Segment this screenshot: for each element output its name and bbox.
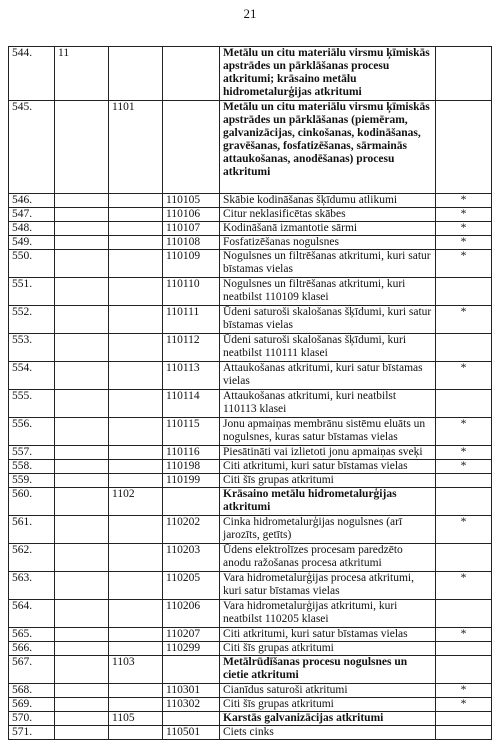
table-row xyxy=(9,628,492,642)
code-level2-cell xyxy=(109,516,163,544)
row-number-cell: 553. xyxy=(9,334,55,362)
hazardous-mark-cell: * xyxy=(436,446,492,460)
hazardous-mark-cell: * xyxy=(436,250,492,278)
code-level1-cell xyxy=(55,236,109,250)
code-level1-cell xyxy=(55,474,109,488)
code-level3-cell: 110108 xyxy=(163,236,220,250)
hazardous-mark-cell: * xyxy=(436,572,492,600)
code-level1-cell xyxy=(55,516,109,544)
code-level3-cell: 110205 xyxy=(163,572,220,600)
table-row xyxy=(9,101,492,194)
code-level3-cell: 110111 xyxy=(163,306,220,334)
hazardous-mark-cell: * xyxy=(436,306,492,334)
description-cell: Citi atkritumi, kuri satur bīstamas vielas xyxy=(220,628,436,642)
code-level1-cell xyxy=(55,698,109,712)
row-number-cell: 546. xyxy=(9,194,55,208)
table-row xyxy=(9,460,492,474)
hazardous-mark-cell xyxy=(436,334,492,362)
description-cell: Karstās galvanizācijas atkritumi xyxy=(220,712,436,726)
code-level2-cell xyxy=(109,684,163,698)
table-row xyxy=(9,236,492,250)
description-cell: Vara hidrometalurģijas atkritumi, kuri neatbilst 110205 klasei xyxy=(220,600,436,628)
description-cell: Jonu apmaiņas membrānu sistēmu eluāts un nogulsnes, kuras satur bīstamas vielas xyxy=(220,418,436,446)
code-level2-cell xyxy=(109,222,163,236)
description-cell: Skābie kodināšanas šķīdumu atlikumi xyxy=(220,194,436,208)
table-row xyxy=(9,446,492,460)
description-cell: Metālu un citu materiālu virsmu ķīmiskās apstrādes un pārklāšanas (piemēram, galvanizācijas, cinkošanas, kodināšanas, gravēšanas, fosfatizēšanas, sārmainās attaukošanas, anodēšanas) procesu atkritumi xyxy=(220,101,436,194)
hazardous-mark-cell xyxy=(436,600,492,628)
description-cell: Cianīdus saturoši atkritumi xyxy=(220,684,436,698)
code-level2-cell: 1102 xyxy=(109,488,163,516)
code-level3-cell: 110501 xyxy=(163,726,220,740)
code-level3-cell: 110114 xyxy=(163,390,220,418)
row-number-cell: 552. xyxy=(9,306,55,334)
code-level1-cell xyxy=(55,250,109,278)
description-cell: Attaukošanas atkritumi, kuri neatbilst 110113 klasei xyxy=(220,390,436,418)
description-cell: Citi šīs grupas atkritumi xyxy=(220,642,436,656)
code-level3-cell: 110115 xyxy=(163,418,220,446)
code-level1-cell xyxy=(55,460,109,474)
row-number-cell: 563. xyxy=(9,572,55,600)
description-cell: Kodināšanā izmantotie sārmi xyxy=(220,222,436,236)
code-level1-cell xyxy=(55,642,109,656)
description-cell: Citur neklasificētas skābes xyxy=(220,208,436,222)
table-row xyxy=(9,726,492,740)
row-number-cell: 567. xyxy=(9,656,55,684)
code-level3-cell: 110199 xyxy=(163,474,220,488)
table-row xyxy=(9,642,492,656)
description-cell: Ciets cinks xyxy=(220,726,436,740)
description-cell: Cinka hidrometalurģijas nogulsnes (arī jarozīts, getīts) xyxy=(220,516,436,544)
code-level1-cell xyxy=(55,628,109,642)
row-number-cell: 551. xyxy=(9,278,55,306)
code-level3-cell: 110116 xyxy=(163,446,220,460)
code-level2-cell xyxy=(109,208,163,222)
table-row xyxy=(9,474,492,488)
description-cell: Ūdeni saturoši skalošanas šķīdumi, kuri satur bīstamas vielas xyxy=(220,306,436,334)
hazardous-mark-cell xyxy=(436,656,492,684)
table-row xyxy=(9,418,492,446)
code-level3-cell: 110301 xyxy=(163,684,220,698)
description-cell: Citi šīs grupas atkritumi xyxy=(220,474,436,488)
code-level3-cell: 110113 xyxy=(163,362,220,390)
table-row xyxy=(9,544,492,572)
code-level3-cell: 110203 xyxy=(163,544,220,572)
code-level2-cell xyxy=(109,628,163,642)
description-cell: Metālu un citu materiālu virsmu ķīmiskās apstrādes un pārklāšanas procesu atkritumi; krāsaino metālu hidrometalurģijas atkritumi xyxy=(220,47,436,101)
description-cell: Nogulsnes un filtrēšanas atkritumi, kuri satur bīstamas vielas xyxy=(220,250,436,278)
code-level1-cell xyxy=(55,488,109,516)
code-level3-cell: 110206 xyxy=(163,600,220,628)
table-row xyxy=(9,222,492,236)
code-level1-cell xyxy=(55,208,109,222)
code-level1-cell xyxy=(55,390,109,418)
table-row xyxy=(9,712,492,726)
description-cell: Metālrūdīšanas procesu nogulsnes un cietie atkritumi xyxy=(220,656,436,684)
code-level2-cell xyxy=(109,306,163,334)
code-level2-cell xyxy=(109,642,163,656)
hazardous-mark-cell xyxy=(436,642,492,656)
code-level3-cell: 110198 xyxy=(163,460,220,474)
row-number-cell: 565. xyxy=(9,628,55,642)
code-level2-cell xyxy=(109,334,163,362)
table-row xyxy=(9,362,492,390)
code-level1-cell xyxy=(55,572,109,600)
code-level2-cell xyxy=(109,698,163,712)
code-level3-cell xyxy=(163,488,220,516)
code-level2-cell xyxy=(109,460,163,474)
description-cell: Citi šīs grupas atkritumi xyxy=(220,698,436,712)
hazardous-mark-cell xyxy=(436,101,492,194)
code-level2-cell xyxy=(109,446,163,460)
table-row xyxy=(9,698,492,712)
code-level1-cell xyxy=(55,712,109,726)
table-row xyxy=(9,47,492,101)
table-row xyxy=(9,278,492,306)
code-level2-cell xyxy=(109,362,163,390)
hazardous-mark-cell: * xyxy=(436,208,492,222)
table-row xyxy=(9,390,492,418)
code-level2-cell: 1101 xyxy=(109,101,163,194)
code-level1-cell xyxy=(55,101,109,194)
hazardous-mark-cell xyxy=(436,726,492,740)
row-number-cell: 544. xyxy=(9,47,55,101)
code-level3-cell: 110207 xyxy=(163,628,220,642)
code-level1-cell xyxy=(55,418,109,446)
code-level1-cell xyxy=(55,306,109,334)
row-number-cell: 545. xyxy=(9,101,55,194)
description-cell: Citi atkritumi, kuri satur bīstamas vielas xyxy=(220,460,436,474)
row-number-cell: 568. xyxy=(9,684,55,698)
code-level2-cell xyxy=(109,600,163,628)
table-body xyxy=(9,47,492,740)
page-number: 21 xyxy=(243,6,257,21)
code-level1-cell xyxy=(55,726,109,740)
code-level1-cell xyxy=(55,194,109,208)
code-level1-cell xyxy=(55,544,109,572)
table-row xyxy=(9,600,492,628)
description-cell: Ūdens elektrolīzes procesam paredzēto anodu ražošanas procesa atkritumi xyxy=(220,544,436,572)
hazardous-mark-cell xyxy=(436,474,492,488)
table-row xyxy=(9,488,492,516)
code-level1-cell xyxy=(55,334,109,362)
hazardous-mark-cell xyxy=(436,488,492,516)
hazardous-mark-cell: * xyxy=(436,516,492,544)
code-level3-cell xyxy=(163,656,220,684)
code-level3-cell xyxy=(163,47,220,101)
hazardous-mark-cell: * xyxy=(436,222,492,236)
row-number-cell: 564. xyxy=(9,600,55,628)
hazardous-mark-cell: * xyxy=(436,194,492,208)
waste-classification-table xyxy=(8,46,492,740)
code-level3-cell: 110110 xyxy=(163,278,220,306)
hazardous-mark-cell xyxy=(436,47,492,101)
code-level2-cell xyxy=(109,390,163,418)
code-level2-cell xyxy=(109,572,163,600)
code-level3-cell: 110202 xyxy=(163,516,220,544)
row-number-cell: 554. xyxy=(9,362,55,390)
code-level1-cell: 11 xyxy=(55,47,109,101)
description-cell: Fosfatizēšanas nogulsnes xyxy=(220,236,436,250)
code-level3-cell: 110105 xyxy=(163,194,220,208)
hazardous-mark-cell: * xyxy=(436,460,492,474)
code-level2-cell: 1105 xyxy=(109,712,163,726)
code-level3-cell: 110299 xyxy=(163,642,220,656)
description-cell: Krāsaino metālu hidrometalurģijas atkritumi xyxy=(220,488,436,516)
description-cell: Nogulsnes un filtrēšanas atkritumi, kuri neatbilst 110109 klasei xyxy=(220,278,436,306)
code-level2-cell xyxy=(109,278,163,306)
table-row xyxy=(9,334,492,362)
table-row xyxy=(9,516,492,544)
hazardous-mark-cell xyxy=(436,278,492,306)
hazardous-mark-cell xyxy=(436,712,492,726)
code-level2-cell xyxy=(109,194,163,208)
code-level3-cell xyxy=(163,101,220,194)
table-row xyxy=(9,208,492,222)
code-level2-cell xyxy=(109,418,163,446)
table-row xyxy=(9,306,492,334)
row-number-cell: 570. xyxy=(9,712,55,726)
code-level2-cell xyxy=(109,474,163,488)
code-level1-cell xyxy=(55,222,109,236)
row-number-cell: 557. xyxy=(9,446,55,460)
hazardous-mark-cell: * xyxy=(436,236,492,250)
table-row xyxy=(9,572,492,600)
hazardous-mark-cell: * xyxy=(436,362,492,390)
table-row xyxy=(9,684,492,698)
hazardous-mark-cell: * xyxy=(436,418,492,446)
description-cell: Vara hidrometalurģijas procesa atkritumi, kuri satur bīstamas vielas xyxy=(220,572,436,600)
code-level2-cell xyxy=(109,236,163,250)
row-number-cell: 571. xyxy=(9,726,55,740)
code-level1-cell xyxy=(55,656,109,684)
code-level1-cell xyxy=(55,446,109,460)
code-level2-cell xyxy=(109,544,163,572)
hazardous-mark-cell xyxy=(436,390,492,418)
code-level1-cell xyxy=(55,600,109,628)
code-level3-cell xyxy=(163,712,220,726)
row-number-cell: 555. xyxy=(9,390,55,418)
code-level1-cell xyxy=(55,362,109,390)
row-number-cell: 549. xyxy=(9,236,55,250)
row-number-cell: 566. xyxy=(9,642,55,656)
description-cell: Ūdeni saturoši skalošanas šķīdumi, kuri neatbilst 110111 klasei xyxy=(220,334,436,362)
row-number-cell: 548. xyxy=(9,222,55,236)
code-level3-cell: 110106 xyxy=(163,208,220,222)
code-level3-cell: 110109 xyxy=(163,250,220,278)
code-level2-cell xyxy=(109,726,163,740)
code-level3-cell: 110107 xyxy=(163,222,220,236)
row-number-cell: 558. xyxy=(9,460,55,474)
table-row xyxy=(9,250,492,278)
code-level1-cell xyxy=(55,684,109,698)
hazardous-mark-cell xyxy=(436,544,492,572)
description-cell: Piesātināti vai izlietoti jonu apmaiņas sveķi xyxy=(220,446,436,460)
row-number-cell: 559. xyxy=(9,474,55,488)
row-number-cell: 550. xyxy=(9,250,55,278)
code-level3-cell: 110302 xyxy=(163,698,220,712)
row-number-cell: 569. xyxy=(9,698,55,712)
code-level2-cell xyxy=(109,47,163,101)
table-row xyxy=(9,194,492,208)
row-number-cell: 561. xyxy=(9,516,55,544)
hazardous-mark-cell: * xyxy=(436,684,492,698)
row-number-cell: 547. xyxy=(9,208,55,222)
code-level3-cell: 110112 xyxy=(163,334,220,362)
table-row xyxy=(9,656,492,684)
code-level1-cell xyxy=(55,278,109,306)
hazardous-mark-cell: * xyxy=(436,698,492,712)
code-level2-cell: 1103 xyxy=(109,656,163,684)
hazardous-mark-cell: * xyxy=(436,628,492,642)
row-number-cell: 562. xyxy=(9,544,55,572)
description-cell: Attaukošanas atkritumi, kuri satur bīstamas vielas xyxy=(220,362,436,390)
row-number-cell: 556. xyxy=(9,418,55,446)
code-level2-cell xyxy=(109,250,163,278)
row-number-cell: 560. xyxy=(9,488,55,516)
